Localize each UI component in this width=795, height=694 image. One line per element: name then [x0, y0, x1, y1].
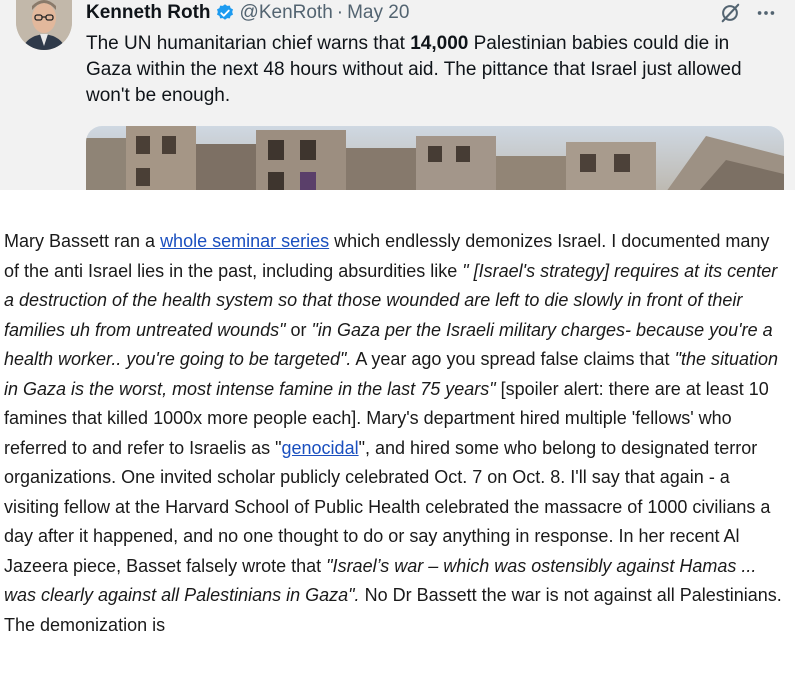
avatar[interactable] — [16, 0, 72, 50]
tweet-date[interactable]: May 20 — [347, 2, 410, 23]
article-body — [4, 227, 789, 640]
article-text: A year ago you spread false claims that — [351, 349, 675, 369]
tweet-media-image[interactable] — [86, 126, 784, 190]
tweet-text-part1: The UN humanitarian chief warns that — [86, 33, 411, 54]
article-text: or — [285, 319, 312, 340]
article-text: ", and hired some who belong to designated terror organizations. One invited scholar publicly celebrated Oct. 7 on Oct. 8. I'll say that again - a visiting fellow at the Harvard School of Public Health celebrated the massacre of 1000 civilians a day after it happened, and no one thought to do or say anything in response. In her recent Al Jazeera piece, Basset falsely wrote that — [4, 437, 771, 576]
quote-famine: "the situation in Gaza is the worst, most intense famine in the last 75 years" — [4, 349, 779, 399]
article-text: No Dr Bassett the war is not against all Palestinians. The demonization is — [4, 585, 782, 635]
article-paragraph — [4, 227, 789, 640]
verified-badge-icon — [215, 3, 235, 23]
article-text: [spoiler alert: there are at least 10 famines that killed 1000x more people each]. Mary's department hired multiple 'fellows' who referred to and refer to Israelis as " — [4, 378, 769, 458]
grok-icon[interactable] — [719, 2, 741, 29]
article-text: which endlessly demonizes Israel. I documented many of the anti Israel lies in the past, including absurdities like — [4, 231, 770, 281]
tweet-actions — [719, 2, 777, 29]
quote-israel-strategy: " [Israel's strategy] requires at its center a destruction of the health system so that those wounded are left to die slowly in front of their families uh from untreated wounds" — [4, 260, 778, 340]
tweet-text-part2: Palestinian babies could die in Gaza within the next 48 hours without aid. The pittance that Israel just allowed won't be enough. — [86, 33, 742, 106]
tweet-header — [86, 0, 409, 26]
genocidal-link[interactable]: genocidal — [281, 437, 359, 458]
separator-dot: · — [336, 2, 344, 23]
tweet-text-bold: 14,000 — [410, 33, 469, 54]
embedded-tweet[interactable] — [0, 0, 795, 190]
quote-al-jazeera: "Israel’s war – which was ostensibly against Hamas ... was clearly against all Palestinians in Gaza". — [4, 555, 757, 605]
quote-health-worker: "in Gaza per the Israeli military charges- because you're a health worker.. you're going to be targeted". — [4, 319, 773, 369]
whole-seminar-series-link[interactable]: whole seminar series — [160, 231, 330, 251]
article-text: Mary Bassett ran a — [4, 231, 161, 251]
author-handle[interactable]: @KenRoth — [239, 2, 333, 23]
tweet-text — [86, 31, 776, 109]
author-name[interactable]: Kenneth Roth — [86, 2, 211, 23]
more-icon[interactable] — [755, 2, 777, 29]
